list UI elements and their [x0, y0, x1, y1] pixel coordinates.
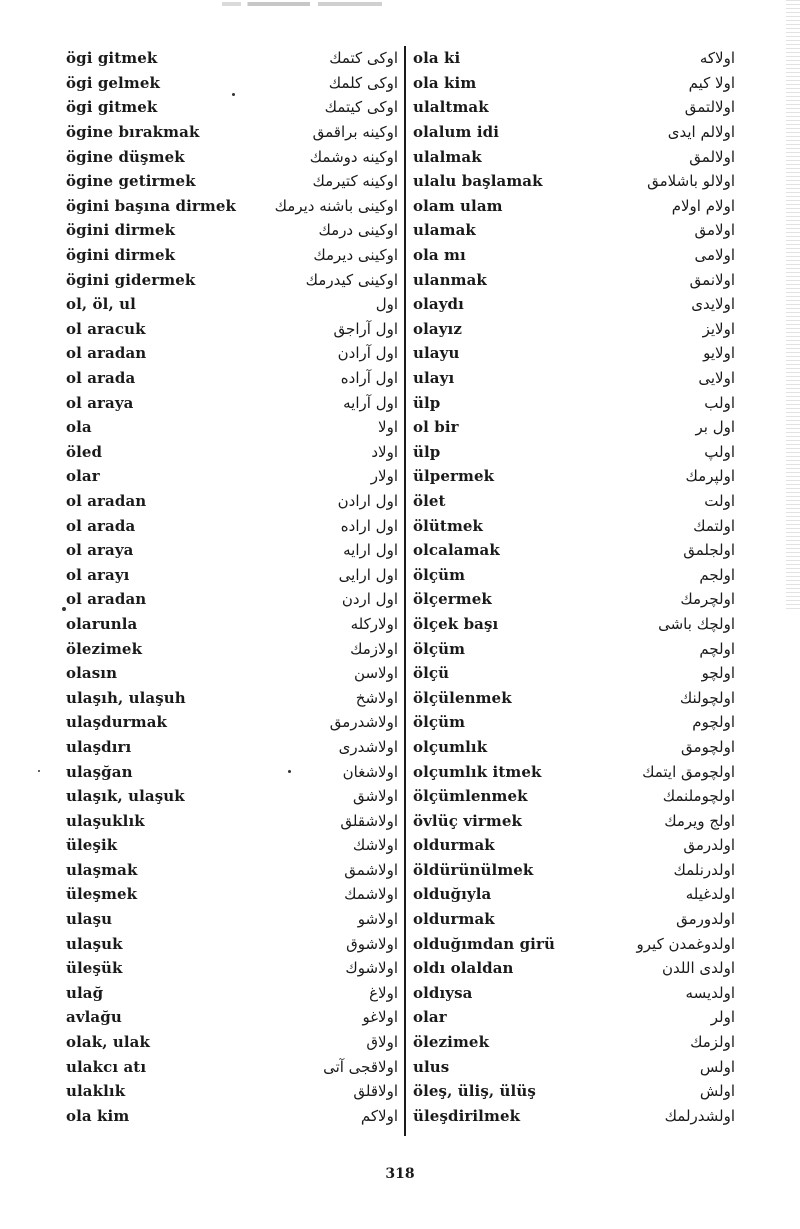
entry-latin: ulaşuk [66, 934, 123, 953]
entry-latin: ölçermek [413, 590, 492, 609]
entry-arabic: اولاسن [354, 664, 398, 683]
entry-latin: ol bir [413, 418, 459, 437]
entry-latin: üleşmek [66, 885, 138, 904]
scan-smudge [222, 2, 382, 6]
entry-arabic: اول ارادن [337, 491, 398, 510]
entry-latin: ola [66, 418, 92, 437]
entry-latin: ola ki [413, 49, 461, 68]
entry-arabic: اولدی اللدن [662, 959, 735, 978]
entry-arabic: اوکی کتمك [329, 49, 398, 68]
entry-arabic: اولامق [694, 221, 735, 240]
dictionary-entry [413, 735, 735, 760]
entry-arabic: اولاشدری [338, 737, 398, 756]
right-column [413, 46, 735, 1128]
entry-arabic: اولچوم [692, 713, 735, 732]
entry-latin: ol araya [66, 393, 134, 412]
entry-arabic: اولاقجی آتی [323, 1057, 398, 1076]
entry-arabic: اولدورمق [676, 910, 735, 929]
dictionary-entry [413, 317, 735, 342]
entry-arabic: اوکینه دوشمك [309, 147, 398, 166]
entry-latin: ol araya [66, 541, 134, 560]
entry-latin: olar [413, 1008, 447, 1027]
dictionary-entry [66, 1030, 398, 1055]
entry-arabic: اولس [699, 1057, 735, 1076]
dictionary-entry [413, 685, 735, 710]
entry-latin: ulaşdırı [66, 737, 132, 756]
entry-arabic: اول آرادن [337, 344, 398, 363]
dictionary-entry [413, 808, 735, 833]
column-divider [404, 46, 406, 1136]
entry-arabic: اول آرایه [343, 393, 398, 412]
entry-arabic: اولارکله [350, 614, 398, 633]
entry-arabic: اولج ویرمك [664, 811, 735, 830]
entry-arabic: اولالتمق [684, 98, 735, 117]
entry-latin: ölçüm [413, 565, 466, 584]
entry-arabic: اول بر [695, 418, 735, 437]
entry-latin: ulağ [66, 983, 104, 1002]
entry-arabic: اولجم [699, 565, 735, 584]
left-column [66, 46, 398, 1128]
dictionary-entry [413, 956, 735, 981]
dictionary-entry [413, 907, 735, 932]
entry-latin: olar [66, 467, 100, 486]
entry-arabic: اولاشدرمق [329, 713, 398, 732]
dictionary-entry [66, 956, 398, 981]
entry-arabic: اولب [704, 393, 735, 412]
dictionary-entry [66, 366, 398, 391]
entry-arabic: اولایو [703, 344, 735, 363]
entry-arabic: اولایی [698, 369, 735, 388]
entry-arabic: اولاد [371, 442, 398, 461]
scan-edge-noise [786, 0, 800, 610]
entry-latin: olayız [413, 319, 462, 338]
dictionary-entry [413, 341, 735, 366]
dictionary-entry [66, 120, 398, 145]
dictionary-entry [66, 513, 398, 538]
dictionary-entry [66, 562, 398, 587]
entry-arabic: اولچومق ایتمك [642, 762, 735, 781]
dictionary-entry [413, 513, 735, 538]
entry-latin: üleşik [66, 836, 118, 855]
entry-latin: ulayu [413, 344, 460, 363]
entry-latin: ulaşğan [66, 762, 133, 781]
entry-arabic: اولاکم [360, 1106, 398, 1125]
entry-latin: ölçü [413, 664, 450, 683]
entry-latin: ulaşdurmak [66, 713, 168, 732]
dictionary-entry [66, 636, 398, 661]
dictionary-entry [66, 464, 398, 489]
dictionary-entry [66, 882, 398, 907]
entry-arabic: اولازمك [350, 639, 398, 658]
dictionary-entry [413, 120, 735, 145]
entry-latin: öleş, üliş, ülüş [413, 1082, 536, 1101]
entry-latin: ulanmak [413, 270, 487, 289]
entry-latin: ögini dirmek [66, 246, 176, 265]
dictionary-entry [66, 981, 398, 1006]
entry-latin: avlağu [66, 1008, 122, 1027]
entry-latin: ülp [413, 393, 441, 412]
dictionary-entry [66, 169, 398, 194]
entry-latin: ola mı [413, 246, 466, 265]
entry-arabic: اولالم ایدی [667, 123, 735, 142]
dictionary-entry [413, 882, 735, 907]
entry-latin: ol arayı [66, 565, 130, 584]
dictionary-entry [413, 661, 735, 686]
entry-arabic: اولانمق [689, 270, 735, 289]
dictionary-entry [66, 341, 398, 366]
entry-latin: oldıysa [413, 983, 473, 1002]
entry-latin: ulaşuklık [66, 811, 145, 830]
entry-latin: olak, ulak [66, 1033, 150, 1052]
entry-latin: ölçek başı [413, 614, 499, 633]
entry-latin: olçumlık itmek [413, 762, 542, 781]
dictionary-entry [413, 169, 735, 194]
entry-latin: ola kim [413, 73, 477, 92]
entry-arabic: اولتمك [693, 516, 735, 535]
dictionary-entry [66, 685, 398, 710]
entry-latin: ulaşmak [66, 860, 138, 879]
entry-arabic: اولاشقلق [340, 811, 398, 830]
entry-latin: ölçümlenmek [413, 787, 528, 806]
entry-arabic: اولپرمك [685, 467, 735, 486]
entry-latin: ulaklık [66, 1082, 126, 1101]
entry-arabic: اولاغو [362, 1008, 398, 1027]
entry-arabic: اول ارایی [338, 565, 398, 584]
entry-arabic: اولا کیم [688, 73, 735, 92]
entry-latin: olduğımdan girü [413, 934, 555, 953]
dictionary-entry [66, 218, 398, 243]
entry-arabic: اول [375, 295, 398, 314]
entry-arabic: اوکینی باشنه دیرمك [274, 196, 398, 215]
entry-latin: ölezimek [66, 639, 143, 658]
entry-latin: ülpermek [413, 467, 495, 486]
dictionary-entry [413, 981, 735, 1006]
dictionary-entry [413, 538, 735, 563]
entry-latin: ölçüm [413, 713, 466, 732]
entry-arabic: اولاشوك [345, 959, 398, 978]
entry-latin: olçumlık [413, 737, 488, 756]
entry-arabic: اولاشك [352, 836, 398, 855]
dictionary-entry [413, 95, 735, 120]
dictionary-entry [413, 267, 735, 292]
entry-latin: üleşdirilmek [413, 1106, 521, 1125]
entry-latin: ol aracuk [66, 319, 146, 338]
entry-arabic: اولاشغان [342, 762, 398, 781]
entry-latin: ol, öl, ul [66, 295, 136, 314]
dictionary-entry [66, 144, 398, 169]
dictionary-entry [66, 243, 398, 268]
entry-arabic: اولچوملنمك [662, 787, 735, 806]
entry-arabic: اولاقلق [353, 1082, 398, 1101]
dictionary-entry [66, 808, 398, 833]
entry-latin: ölezimek [413, 1033, 490, 1052]
entry-arabic: اولش [699, 1082, 735, 1101]
entry-arabic: اولدرنلمك [673, 860, 735, 879]
dictionary-entry [66, 538, 398, 563]
entry-arabic: اول آراده [340, 369, 398, 388]
entry-latin: ulaltmak [413, 98, 489, 117]
dictionary-entry [413, 784, 735, 809]
entry-arabic: اولا [378, 418, 398, 437]
entry-arabic: اول اراده [340, 516, 398, 535]
entry-latin: ögine getirmek [66, 172, 196, 191]
dictionary-entry [413, 1030, 735, 1055]
dictionary-entry [66, 784, 398, 809]
entry-latin: ögi gelmek [66, 73, 160, 92]
dictionary-entry [413, 612, 735, 637]
entry-arabic: اولاغ [369, 983, 398, 1002]
entry-arabic: اولپ [704, 442, 735, 461]
entry-arabic: اولامی [694, 246, 735, 265]
dictionary-entry [66, 833, 398, 858]
entry-latin: ol aradan [66, 344, 147, 363]
entry-arabic: اولاشخ [355, 688, 398, 707]
entry-arabic: اوکینی دیرمك [313, 246, 398, 265]
dictionary-entry [66, 415, 398, 440]
dictionary-entry [66, 1054, 398, 1079]
dictionary-entry [413, 464, 735, 489]
page-number: 318 [385, 1166, 415, 1182]
entry-arabic: اولام اولام [671, 196, 735, 215]
entry-latin: üleşük [66, 959, 123, 978]
entry-arabic: اولار [370, 467, 398, 486]
entry-latin: ol aradan [66, 590, 147, 609]
entry-latin: ülp [413, 442, 441, 461]
entry-arabic: اولاق [366, 1033, 398, 1052]
dictionary-entry [413, 562, 735, 587]
entry-arabic: اوکینه براقمق [312, 123, 398, 142]
entry-latin: ulaşık, ulaşuk [66, 787, 185, 806]
entry-latin: ögi gitmek [66, 98, 158, 117]
ink-speck [38, 770, 40, 772]
dictionary-entry [66, 71, 398, 96]
entry-arabic: اولدوغمدن کیرو [636, 934, 735, 953]
entry-latin: ulakcı atı [66, 1057, 147, 1076]
ink-speck [288, 770, 291, 773]
dictionary-entry [413, 1079, 735, 1104]
entry-latin: oldurmak [413, 836, 495, 855]
dictionary-entry [66, 907, 398, 932]
entry-latin: olasın [66, 664, 118, 683]
entry-arabic: اولشدرلمك [664, 1106, 735, 1125]
entry-latin: ögini başına dirmek [66, 196, 237, 215]
entry-arabic: اولچولنك [679, 688, 735, 707]
entry-latin: olarunla [66, 614, 138, 633]
entry-latin: oldurmak [413, 910, 495, 929]
entry-latin: ölçülenmek [413, 688, 512, 707]
dictionary-entry [413, 415, 735, 440]
dictionary-entry [413, 71, 735, 96]
dictionary-entry [413, 46, 735, 71]
entry-latin: ol arada [66, 516, 136, 535]
ink-speck [62, 607, 66, 611]
entry-arabic: اولالمق [689, 147, 735, 166]
dictionary-entry [413, 1104, 735, 1129]
entry-latin: oldı olaldan [413, 959, 514, 978]
entry-latin: ulus [413, 1057, 450, 1076]
dictionary-entry [413, 292, 735, 317]
entry-latin: ulamak [413, 221, 476, 240]
dictionary-entry [66, 317, 398, 342]
entry-arabic: اولاکه [699, 49, 735, 68]
entry-latin: olcalamak [413, 541, 500, 560]
dictionary-entry [66, 735, 398, 760]
dictionary-entry [66, 267, 398, 292]
entry-latin: olduğıyla [413, 885, 492, 904]
dictionary-entry [413, 1005, 735, 1030]
entry-latin: ulalu başlamak [413, 172, 543, 191]
entry-latin: ulaşıh, ulaşuh [66, 688, 186, 707]
dictionary-entry [413, 194, 735, 219]
entry-latin: ögini dirmek [66, 221, 176, 240]
entry-latin: ulayı [413, 369, 455, 388]
dictionary-entry [66, 194, 398, 219]
dictionary-entry [66, 46, 398, 71]
entry-arabic: اوکی کیتمك [324, 98, 398, 117]
dictionary-entry [413, 1054, 735, 1079]
entry-arabic: اولاشوق [346, 934, 398, 953]
dictionary-entry [413, 759, 735, 784]
entry-arabic: اولاشو [357, 910, 398, 929]
entry-latin: öled [66, 442, 103, 461]
entry-arabic: اولر [710, 1008, 735, 1027]
dictionary-entry [413, 833, 735, 858]
entry-latin: ulalmak [413, 147, 482, 166]
dictionary-entry [413, 218, 735, 243]
entry-arabic: اولالو باشلامق [647, 172, 735, 191]
dictionary-entry [413, 366, 735, 391]
entry-latin: ola kim [66, 1106, 130, 1125]
entry-arabic: اولدرمق [683, 836, 735, 855]
entry-arabic: اول ارایه [343, 541, 398, 560]
entry-latin: ögini gidermek [66, 270, 196, 289]
entry-arabic: اولزمك [690, 1033, 735, 1052]
entry-arabic: اوکینه کتیرمك [312, 172, 398, 191]
dictionary-entry [413, 931, 735, 956]
entry-arabic: اولجلمق [683, 541, 735, 560]
dictionary-entry [66, 292, 398, 317]
entry-arabic: اوکینی درمك [318, 221, 398, 240]
entry-arabic: اولایدی [691, 295, 735, 314]
entry-latin: ögi gitmek [66, 49, 158, 68]
entry-arabic: اولچومق [681, 737, 735, 756]
entry-latin: övlüç virmek [413, 811, 523, 830]
entry-arabic: اولت [704, 491, 735, 510]
dictionary-entry [66, 587, 398, 612]
dictionary-entry [66, 661, 398, 686]
entry-arabic: اوکینی کیدرمك [305, 270, 398, 289]
dictionary-entry [66, 1005, 398, 1030]
dictionary-entry [66, 858, 398, 883]
entry-latin: ögine bırakmak [66, 123, 200, 142]
dictionary-entry [413, 440, 735, 465]
entry-arabic: اولاشمك [344, 885, 398, 904]
entry-latin: ölütmek [413, 516, 484, 535]
dictionary-entry [66, 390, 398, 415]
dictionary-entry [66, 95, 398, 120]
entry-latin: ol aradan [66, 491, 147, 510]
entry-arabic: اول اردن [341, 590, 398, 609]
entry-arabic: اولچك باشی [658, 614, 735, 633]
dictionary-entry [413, 710, 735, 735]
entry-latin: ölçüm [413, 639, 466, 658]
entry-latin: olam ulam [413, 196, 503, 215]
entry-arabic: اولچم [699, 639, 735, 658]
entry-arabic: اولچو [701, 664, 735, 683]
entry-latin: olaydı [413, 295, 464, 314]
dictionary-entry [413, 390, 735, 415]
entry-arabic: اوکی کلمك [328, 73, 398, 92]
dictionary-entry [66, 489, 398, 514]
dictionary-entry [66, 710, 398, 735]
entry-latin: ögine düşmek [66, 147, 185, 166]
entry-arabic: اولایز [702, 319, 735, 338]
dictionary-entry [413, 587, 735, 612]
dictionary-entry [413, 243, 735, 268]
dictionary-entry [413, 858, 735, 883]
entry-latin: olalum idi [413, 123, 500, 142]
dictionary-entry [66, 440, 398, 465]
entry-arabic: اولاشق [352, 787, 398, 806]
entry-latin: ulaşu [66, 910, 113, 929]
entry-arabic: اولچرمك [680, 590, 735, 609]
entry-arabic: اولاشمق [344, 860, 398, 879]
dictionary-entry [66, 931, 398, 956]
entry-latin: ol arada [66, 369, 136, 388]
entry-arabic: اولدیسه [685, 983, 735, 1002]
dictionary-entry [66, 1104, 398, 1129]
entry-arabic: اول آراجق [333, 319, 398, 338]
entry-arabic: اولدغیله [685, 885, 735, 904]
dictionary-entry [413, 144, 735, 169]
dictionary-entry [66, 612, 398, 637]
dictionary-entry [66, 759, 398, 784]
dictionary-entry [413, 489, 735, 514]
ink-speck [232, 93, 235, 96]
dictionary-entry [413, 636, 735, 661]
entry-latin: öldürünülmek [413, 860, 534, 879]
entry-latin: ölet [413, 491, 446, 510]
dictionary-entry [66, 1079, 398, 1104]
